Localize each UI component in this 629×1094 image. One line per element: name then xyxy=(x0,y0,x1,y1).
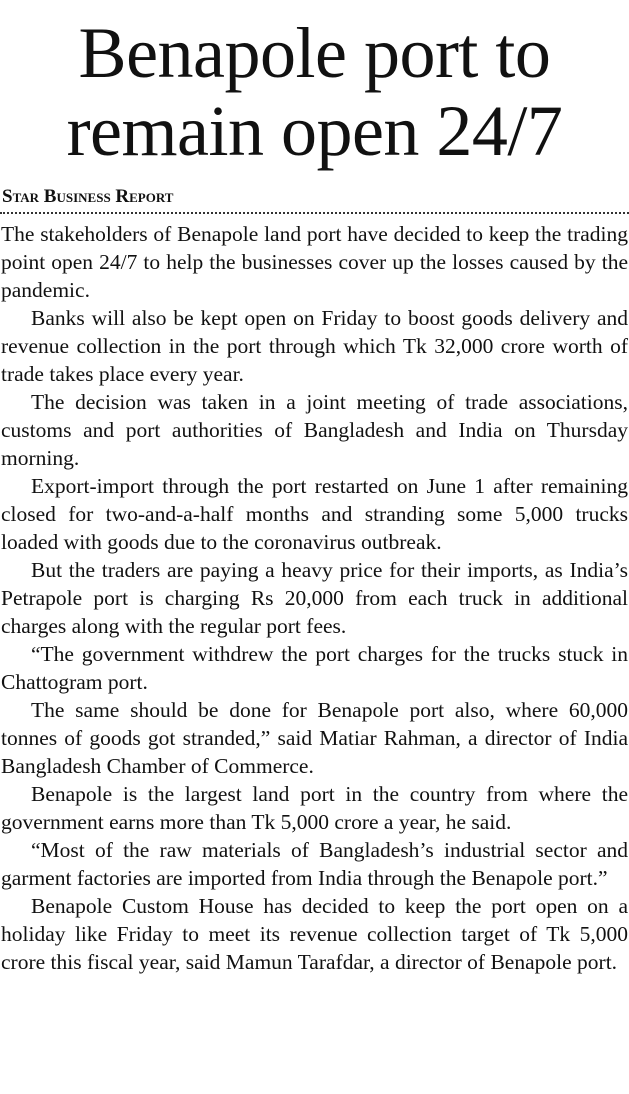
dotted-divider xyxy=(0,212,629,214)
paragraph: Benapole Custom House has decided to keep the port open on a holiday like Friday to meet its revenue collection target of Tk 5,000 crore this fiscal year, said Mamun Tarafdar, a director of Benapole port. xyxy=(1,894,628,974)
headline-line-1: Benapole port to xyxy=(78,13,551,93)
paragraph: But the traders are paying a heavy price for their imports, as India’s Petrapole port is charging Rs 20,000 from each truck in additional charges along with the regular port fees. xyxy=(1,558,628,638)
paragraph: The same should be done for Benapole port also, where 60,000 tonnes of goods got stranded,” said Matiar Rahman, a director of India Bangladesh Chamber of Commerce. xyxy=(1,698,628,778)
paragraph: The stakeholders of Benapole land port have decided to keep the trading point open 24/7 to help the businesses cover up the losses caused by the pandemic. xyxy=(1,222,628,302)
headline xyxy=(0,0,629,170)
byline: Star Business Report xyxy=(2,186,174,207)
paragraph: Export-import through the port restarted on June 1 after remaining closed for two-and-a-half months and stranding some 5,000 trucks loaded with goods due to the coronavirus outbreak. xyxy=(1,474,628,554)
article-body xyxy=(0,220,629,976)
paragraph: Benapole is the largest land port in the country from where the government earns more than Tk 5,000 crore a year, he said. xyxy=(1,782,628,834)
paragraph: The decision was taken in a joint meeting of trade associations, customs and port authorities of Bangladesh and India on Thursday morning. xyxy=(1,390,628,470)
paragraph: Banks will also be kept open on Friday to boost goods delivery and revenue collection in the port through which Tk 32,000 crore worth of trade takes place every year. xyxy=(1,306,628,386)
paragraph: “Most of the raw materials of Bangladesh’s industrial sector and garment factories are imported from India through the Benapole port.” xyxy=(1,838,628,890)
paragraph: “The government withdrew the port charges for the trucks stuck in Chattogram port. xyxy=(1,642,628,694)
headline-line-2: remain open 24/7 xyxy=(66,91,563,171)
